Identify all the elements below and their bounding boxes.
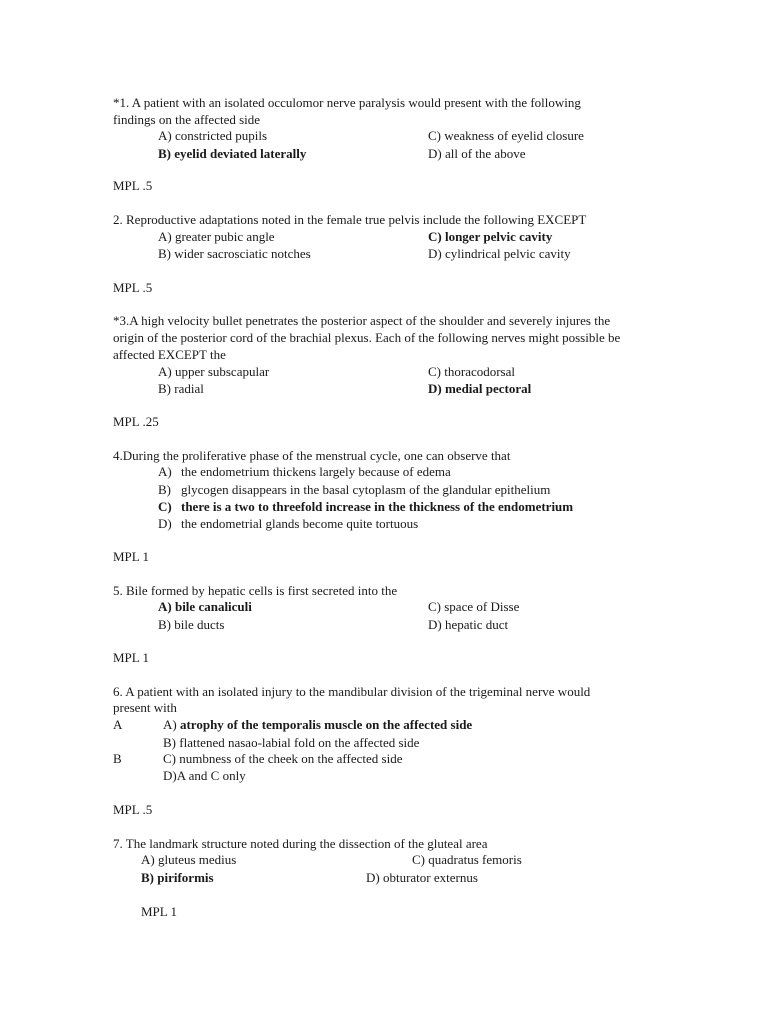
q6-stem-line-2: present with bbox=[113, 700, 177, 715]
q1-mpl: MPL .5 bbox=[113, 178, 153, 193]
q4-option-a-label: A) bbox=[158, 464, 172, 479]
q4-stem-line-1: 4.During the proliferative phase of the menstrual cycle, one can observe that bbox=[113, 448, 511, 463]
q6-option-a-text: atrophy of the temporalis muscle on the affected side bbox=[179, 717, 473, 732]
q3-option-b: B) radial bbox=[158, 381, 204, 396]
q5-mpl: MPL 1 bbox=[113, 650, 149, 665]
q6-stem-line-1: 6. A patient with an isolated injury to the mandibular division of the trigeminal nerve would bbox=[113, 684, 591, 699]
q7-option-b-correct: B) piriformis bbox=[141, 870, 214, 885]
q6-answer-mark-a: A bbox=[113, 717, 123, 732]
q3-stem-line-1: *3.A high velocity bullet penetrates the posterior aspect of the shoulder and severely injures the bbox=[113, 313, 611, 328]
q1-stem-line-2: findings on the affected side bbox=[113, 112, 261, 127]
q5-option-d: D) hepatic duct bbox=[428, 617, 509, 632]
q7-option-c: C) quadratus femoris bbox=[412, 852, 522, 867]
q2-mpl: MPL .5 bbox=[113, 280, 153, 295]
q3-option-c: C) thoracodorsal bbox=[428, 364, 516, 379]
q6-option-a-correct bbox=[163, 716, 472, 733]
q6-mpl: MPL .5 bbox=[113, 802, 153, 817]
q7-option-a: A) gluteus medius bbox=[141, 852, 237, 867]
q4-option-b-label: B) bbox=[158, 482, 171, 497]
q5-option-b: B) bile ducts bbox=[158, 617, 225, 632]
q1-option-b-correct: B) eyelid deviated laterally bbox=[158, 146, 307, 161]
q4-option-c-correct: there is a two to threefold increase in the thickness of the endometrium bbox=[181, 499, 574, 514]
q1-option-a: A) constricted pupils bbox=[158, 128, 268, 143]
q2-option-b: B) wider sacrosciatic notches bbox=[158, 246, 311, 261]
q6-option-d: D)A and C only bbox=[163, 768, 246, 783]
q6-option-b: B) flattened nasao-labial fold on the affected side bbox=[163, 735, 420, 750]
q4-option-b: glycogen disappears in the basal cytoplasm of the glandular epithelium bbox=[181, 482, 551, 497]
q3-stem-line-2: origin of the posterior cord of the brachial plexus. Each of the following nerves might possible be bbox=[113, 330, 621, 345]
q5-option-a-correct: A) bile canaliculi bbox=[158, 599, 252, 614]
q6-option-c: C) numbness of the cheek on the affected side bbox=[163, 751, 403, 766]
q2-option-c-correct: C) longer pelvic cavity bbox=[428, 229, 553, 244]
q1-option-c: C) weakness of eyelid closure bbox=[428, 128, 584, 143]
q4-option-d: the endometrial glands become quite tortuous bbox=[181, 516, 419, 531]
q6-option-a-label: A) bbox=[163, 717, 177, 732]
q4-option-c-label: C) bbox=[158, 499, 172, 514]
q3-option-d-correct: D) medial pectoral bbox=[428, 381, 532, 396]
q2-option-a: A) greater pubic angle bbox=[158, 229, 275, 244]
q5-stem-line-1: 5. Bile formed by hepatic cells is first secreted into the bbox=[113, 583, 398, 598]
q7-stem-line-1: 7. The landmark structure noted during the dissection of the gluteal area bbox=[113, 836, 488, 851]
q5-option-c: C) space of Disse bbox=[428, 599, 520, 614]
q3-mpl: MPL .25 bbox=[113, 414, 159, 429]
q6-answer-mark-b: B bbox=[113, 751, 122, 766]
q3-stem-line-3: affected EXCEPT the bbox=[113, 347, 226, 362]
q4-option-a: the endometrium thickens largely because of edema bbox=[181, 464, 451, 479]
q1-stem-line-1: *1. A patient with an isolated occulomor nerve paralysis would present with the following bbox=[113, 95, 581, 110]
q1-option-d: D) all of the above bbox=[428, 146, 526, 161]
q4-mpl: MPL 1 bbox=[113, 549, 149, 564]
q7-option-d: D) obturator externus bbox=[366, 870, 478, 885]
q3-option-a: A) upper subscapular bbox=[158, 364, 270, 379]
q2-stem-line-1: 2. Reproductive adaptations noted in the female true pelvis include the following EXCEPT bbox=[113, 212, 587, 227]
q2-option-d: D) cylindrical pelvic cavity bbox=[428, 246, 571, 261]
q7-mpl: MPL 1 bbox=[141, 904, 177, 919]
q4-option-d-label: D) bbox=[158, 516, 172, 531]
